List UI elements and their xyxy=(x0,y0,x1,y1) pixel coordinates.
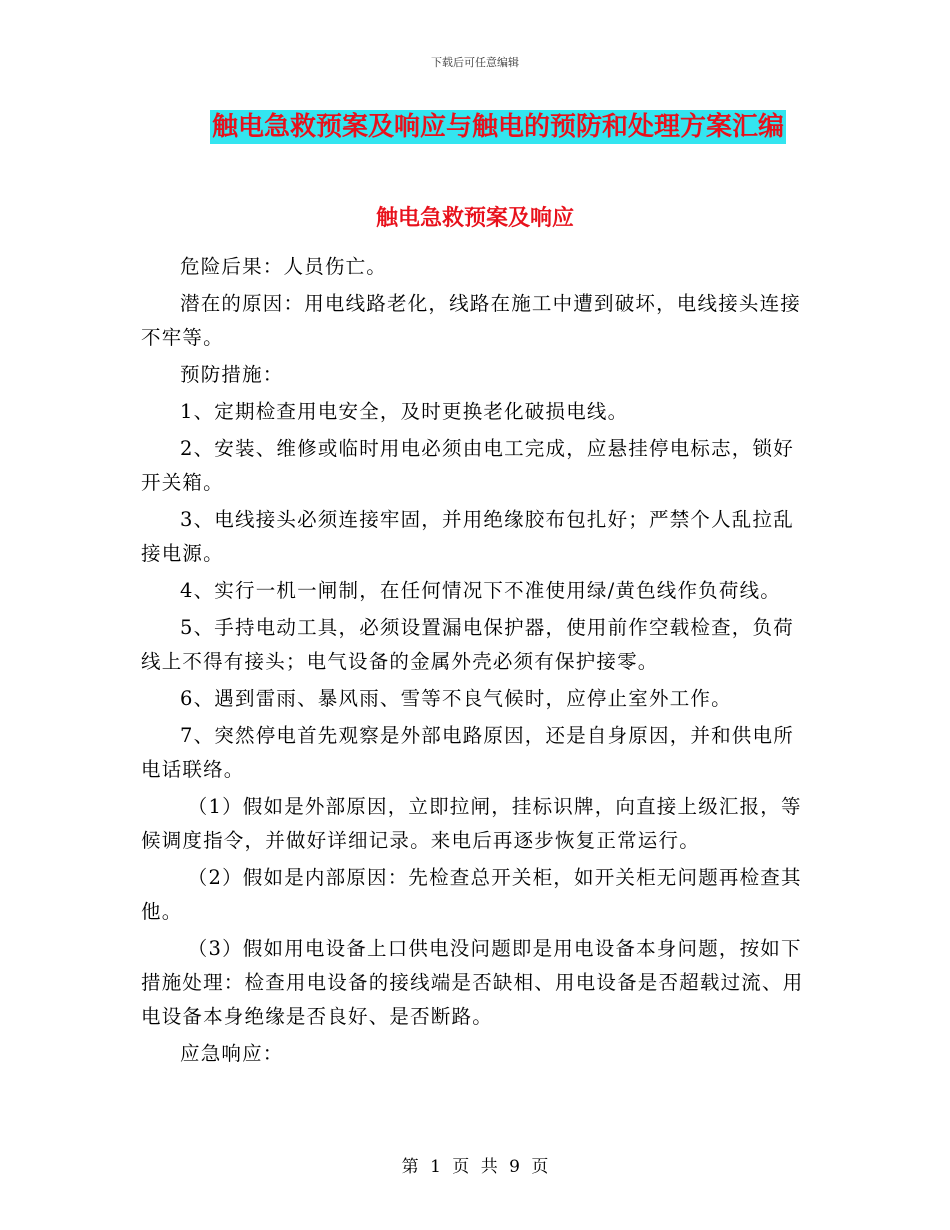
paragraph-prevention-heading: 预防措施： xyxy=(180,363,284,386)
paragraph-measure-7: 7、突然停电首先观察是外部电路原因，还是自身原因，并和供电所电话联络。 xyxy=(141,724,794,781)
paragraph-measure-2: 2、安装、维修或临时用电必须由电工完成，应悬挂停电标志，锁好开关箱。 xyxy=(141,437,794,494)
page-footer: 第 1 页 共 9 页 xyxy=(401,1157,549,1177)
section-title: 触电急救预案及响应 xyxy=(375,205,574,231)
paragraph-measure-1: 1、定期检查用电安全，及时更换老化破损电线。 xyxy=(180,400,629,423)
document-title: 触电急救预案及响应与触电的预防和处理方案汇编 xyxy=(211,112,784,142)
paragraph-cause: 潜在的原因：用电线路老化，线路在施工中遭到破坏，电线接头连接不牢等。 xyxy=(141,292,802,349)
paragraph-consequence: 危险后果：人员伤亡。 xyxy=(180,255,388,278)
paragraph-measure-3: 3、电线接头必须连接牢固，并用绝缘胶布包扎好；严禁个人乱拉乱接电源。 xyxy=(141,508,794,565)
paragraph-sub-3: （3）假如用电设备上口供电没问题即是用电设备本身问题，按如下措施处理：检查用电设备的接线端是否缺相、用电设备是否超载过流、用电设备本身绝缘是否良好、是否断路。 xyxy=(141,937,804,1028)
paragraph-sub-2: （2）假如是内部原因：先检查总开关柜，如开关柜无问题再检查其他。 xyxy=(141,866,802,923)
paragraph-sub-1: （1）假如是外部原因，立即拉闸，挂标识牌，向直接上级汇报，等候调度指令，并做好详细记录。来电后再逐步恢复正常运行。 xyxy=(141,795,802,852)
paragraph-measure-6: 6、遇到雷雨、暴风雨、雪等不良气候时，应停止室外工作。 xyxy=(180,687,732,710)
paragraph-measure-5: 5、手持电动工具，必须设置漏电保护器，使用前作空载检查，负荷线上不得有接头；电气设备的金属外壳必须有保护接零。 xyxy=(141,616,794,673)
paragraph-measure-4: 4、实行一机一闸制，在任何情况下不准使用绿/黄色线作负荷线。 xyxy=(180,579,781,602)
document-title-container xyxy=(0,110,950,144)
header-note: 下载后可任意编辑 xyxy=(431,56,519,69)
paragraph-emergency-heading: 应急响应： xyxy=(180,1042,284,1065)
document-body xyxy=(141,250,805,1074)
